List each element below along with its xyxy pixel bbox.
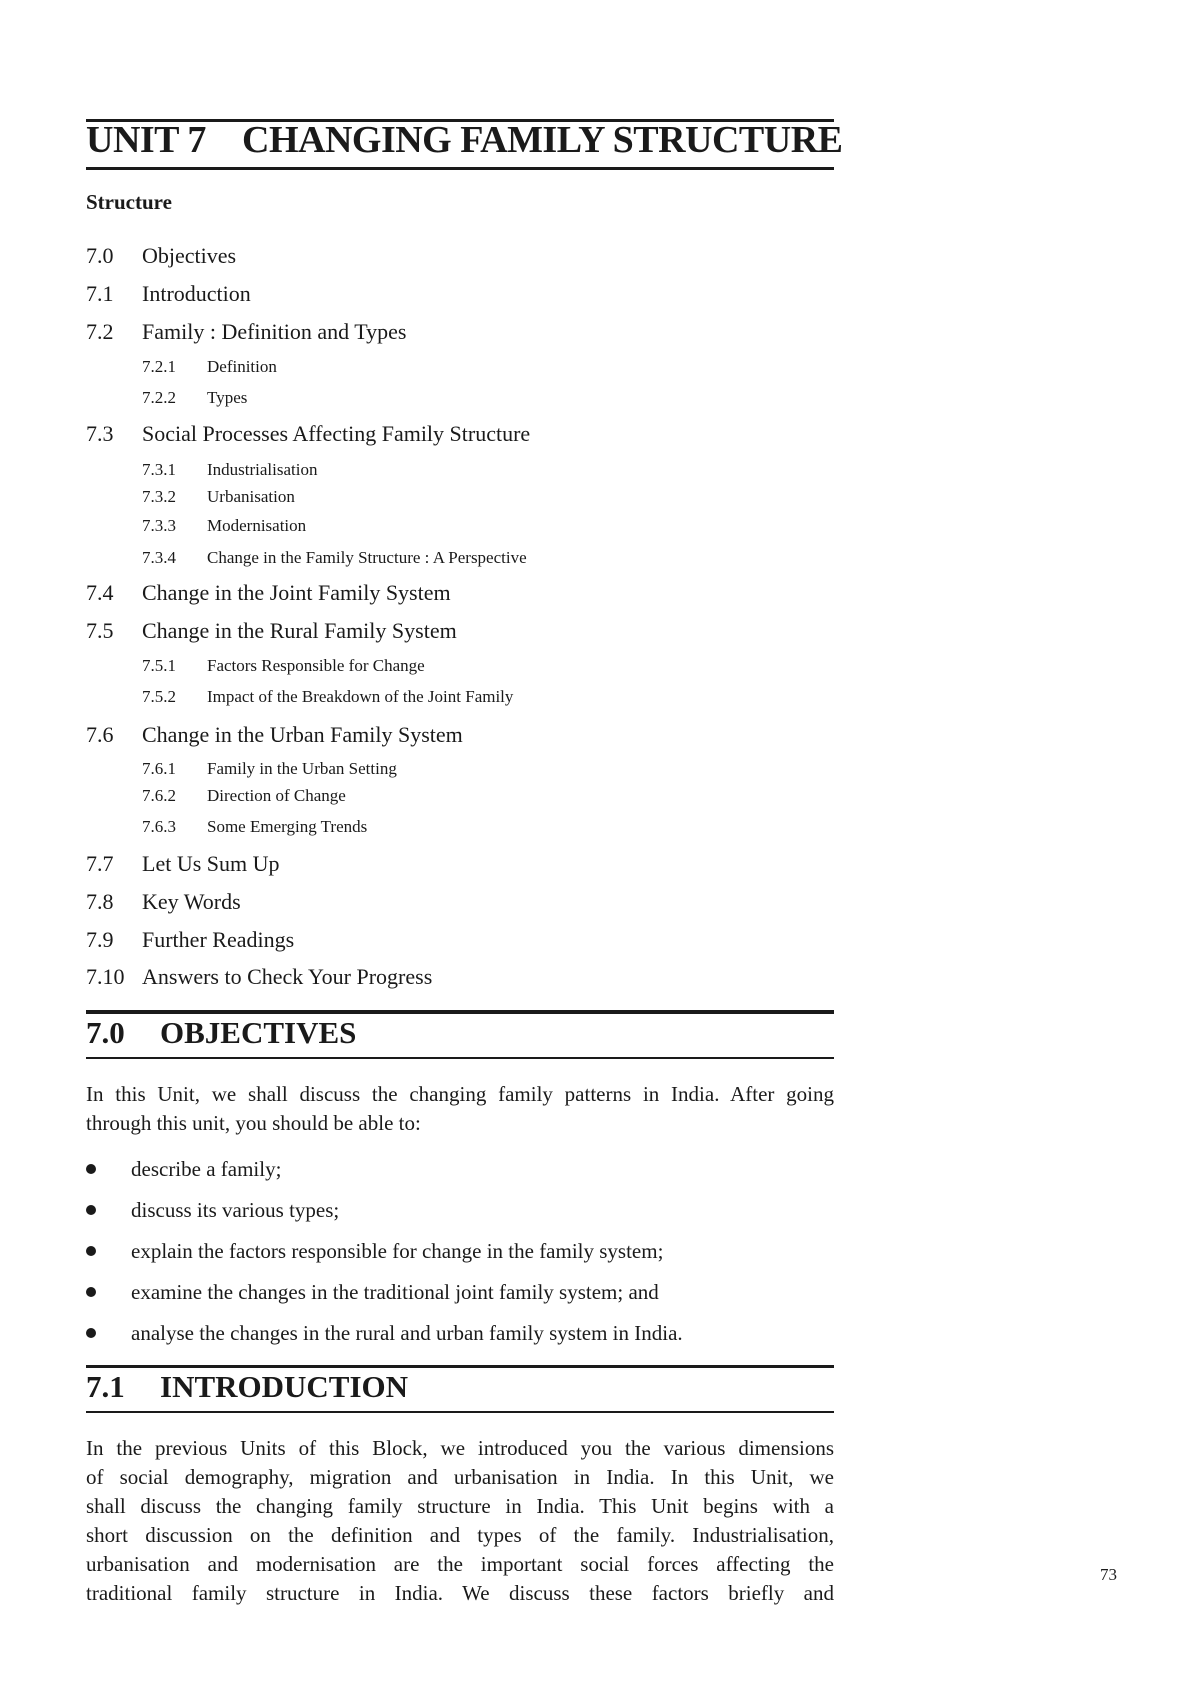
objectives-bottom-rule — [86, 1057, 834, 1059]
list-item: describe a family; — [86, 1157, 281, 1182]
paragraph-line: through this unit, you should be able to: — [86, 1111, 421, 1135]
list-item: explain the factors responsible for change in the family system; — [86, 1239, 663, 1264]
paragraph-line: short discussion on the definition and types of the family. Industrialisation, — [86, 1523, 834, 1547]
list-item: examine the changes in the traditional joint family system; and — [86, 1280, 659, 1305]
toc-item: 7.6 Change in the Urban Family System — [86, 722, 463, 747]
unit-title — [86, 118, 843, 162]
bullet-icon — [86, 1164, 96, 1174]
unit-number: UNIT 7 — [86, 119, 206, 161]
toc-item: 7.8 Key Words — [86, 889, 241, 914]
toc-subitem: 7.3.4 Change in the Family Structure : A Perspective — [142, 548, 527, 567]
toc-item: 7.3 Social Processes Affecting Family Structure — [86, 421, 531, 446]
toc-item: 7.9 Further Readings — [86, 927, 295, 952]
paragraph-line: traditional family structure in India. We discuss these factors briefly and — [86, 1581, 834, 1605]
toc-item: 7.0 Objectives — [86, 243, 237, 268]
title-bottom-rule — [86, 167, 834, 170]
list-item: discuss its various types; — [86, 1198, 339, 1223]
page-number: 73 — [1100, 1565, 1117, 1584]
toc-subitem: 7.2.1 Definition — [142, 357, 277, 376]
introduction-paragraph — [86, 1434, 834, 1608]
introduction-bottom-rule — [86, 1411, 834, 1413]
toc-item: 7.10 Answers to Check Your Progress — [86, 964, 433, 989]
toc-item: 7.4 Change in the Joint Family System — [86, 580, 451, 605]
toc-subitem: 7.5.1 Factors Responsible for Change — [142, 656, 425, 675]
objectives-intro — [86, 1080, 834, 1138]
unit-title-text: CHANGING FAMILY STRUCTURE — [242, 119, 843, 161]
bullet-icon — [86, 1246, 96, 1256]
toc-item: 7.2 Family : Definition and Types — [86, 319, 407, 344]
toc-subitem: 7.3.2 Urbanisation — [142, 487, 295, 506]
paragraph-line: In this Unit, we shall discuss the changing family patterns in India. After going — [86, 1082, 834, 1106]
structure-label: Structure — [86, 190, 172, 214]
list-item: analyse the changes in the rural and urban family system in India. — [86, 1321, 683, 1346]
toc-item: 7.7 Let Us Sum Up — [86, 851, 280, 876]
objectives-heading: 7.0 OBJECTIVES — [86, 1015, 357, 1050]
toc-subitem: 7.6.1 Family in the Urban Setting — [142, 759, 397, 778]
paragraph-line: In the previous Units of this Block, we introduced you the various dimensions — [86, 1436, 834, 1460]
paragraph-line: urbanisation and modernisation are the important social forces affecting the — [86, 1552, 834, 1576]
toc-subitem: 7.5.2 Impact of the Breakdown of the Joint Family — [142, 687, 514, 706]
toc-subitem: 7.3.1 Industrialisation — [142, 460, 318, 479]
paragraph-line: of social demography, migration and urbanisation in India. In this Unit, we — [86, 1465, 834, 1489]
introduction-heading: 7.1 INTRODUCTION — [86, 1369, 409, 1404]
toc-subitem: 7.3.3 Modernisation — [142, 516, 307, 535]
toc-subitem: 7.6.2 Direction of Change — [142, 786, 346, 805]
toc-item: 7.1 Introduction — [86, 281, 251, 306]
bullet-icon — [86, 1287, 96, 1297]
bullet-icon — [86, 1328, 96, 1338]
toc-item: 7.5 Change in the Rural Family System — [86, 618, 457, 643]
introduction-top-rule — [86, 1365, 834, 1368]
paragraph-line: shall discuss the changing family structure in India. This Unit begins with a — [86, 1494, 834, 1518]
toc-subitem: 7.2.2 Types — [142, 388, 248, 407]
bullet-icon — [86, 1205, 96, 1215]
objectives-top-rule — [86, 1010, 834, 1014]
toc-subitem: 7.6.3 Some Emerging Trends — [142, 817, 368, 836]
